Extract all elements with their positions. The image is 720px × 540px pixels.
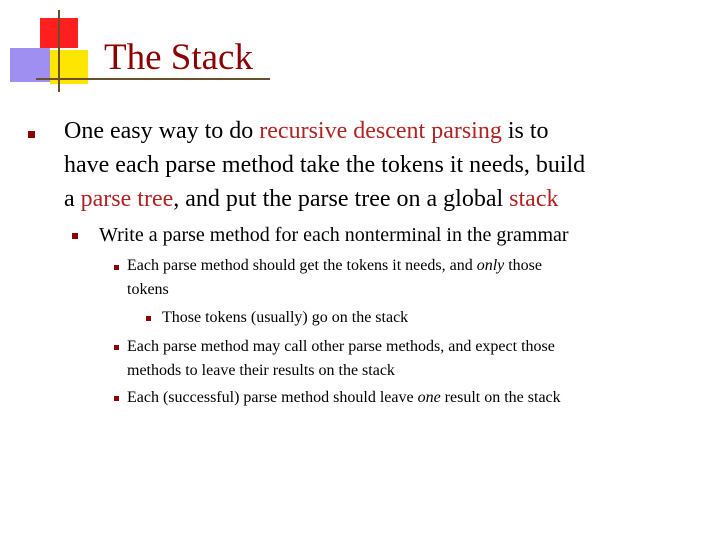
logo-purple-square [10, 48, 50, 82]
bullet-5-line-2: methods to leave their results on the stack [127, 362, 395, 379]
bullet-square-icon [114, 265, 119, 270]
text-span: Each (successful) parse method should leave [127, 389, 418, 406]
bullet-2: Write a parse method for each nonterminal in the grammar [99, 224, 569, 246]
bullet-5-line-1: Each parse method may call other parse methods, and expect those [127, 338, 555, 355]
emphasis-only: only [476, 257, 505, 274]
bullet-3-line-2: tokens [127, 281, 169, 298]
bullet-1-line-3 [64, 182, 558, 216]
bullet-square-icon [114, 345, 119, 350]
page-title: The Stack [104, 37, 253, 78]
text-span: , and put the parse tree on a global [173, 186, 510, 212]
bullet-square-icon [72, 233, 78, 239]
text-span: result on the stack [440, 389, 561, 406]
bullet-3-line-1 [127, 254, 542, 278]
text-span: One easy way to do [64, 118, 260, 144]
highlight-recursive-descent: recursive descent parsing [259, 118, 502, 144]
highlight-parse-tree: parse tree [80, 186, 174, 212]
text-span: is to [501, 118, 549, 144]
emphasis-one: one [417, 389, 441, 406]
highlight-stack: stack [509, 186, 559, 212]
bullet-square-icon [146, 316, 151, 321]
bullet-6 [127, 386, 561, 410]
text-span: Each parse method should get the tokens it needs, and [127, 257, 477, 274]
text-span: a [64, 186, 81, 212]
bullet-square-icon [28, 131, 35, 138]
bullet-1-line-1 [64, 114, 549, 148]
bullet-1-line-2: have each parse method take the tokens it needs, build [64, 152, 586, 178]
bullet-square-icon [114, 396, 119, 401]
text-span: those [504, 257, 543, 274]
logo [0, 0, 90, 100]
bullet-4: Those tokens (usually) go on the stack [162, 309, 409, 326]
